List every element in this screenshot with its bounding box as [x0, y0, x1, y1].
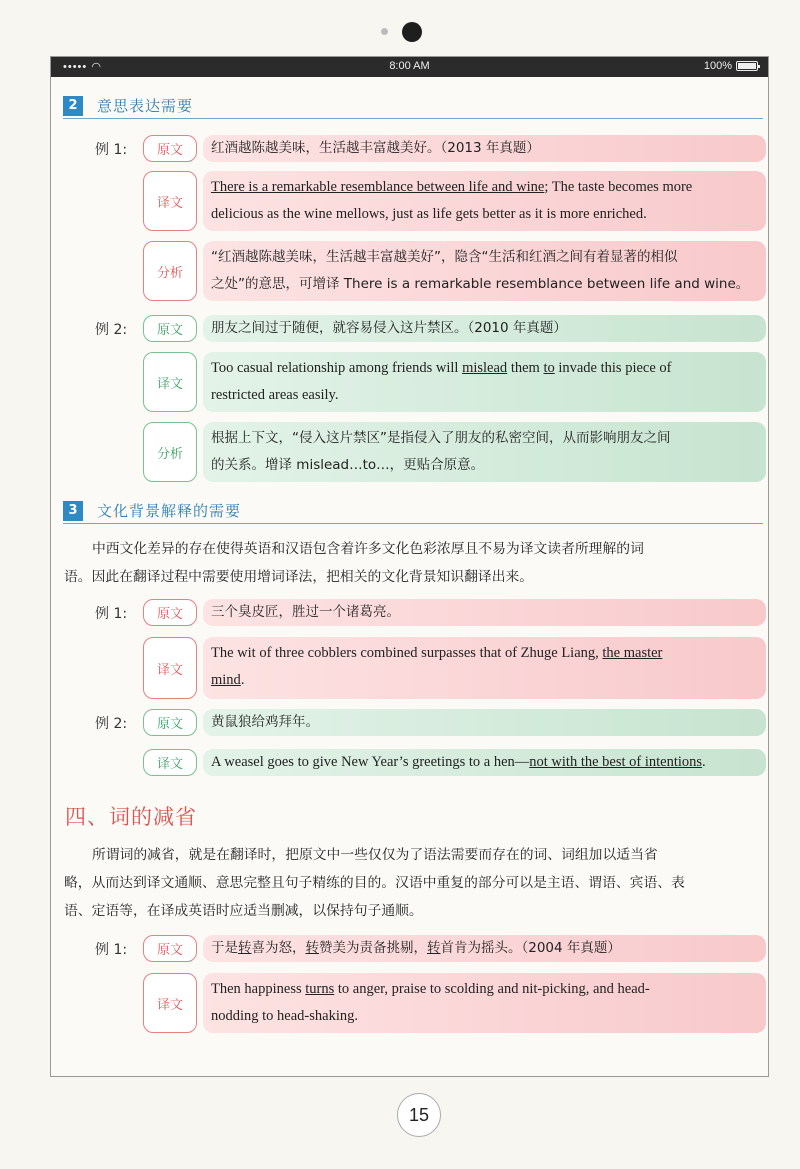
- example-row-analysis: [143, 241, 766, 301]
- tag-original: 原文: [143, 135, 197, 162]
- translation-text: There is a remarkable resemblance between life and wine; The taste becomes more delicious as the wine mellows, just as life gets better as it is more enriched.: [203, 171, 766, 231]
- section-3-intro: 中西文化差异的存在使得英语和汉语包含着许多文化色彩浓厚且不易为译文读者所理解的词 语。因此在翻译过程中需要使用增词译法，把相关的文化背景知识翻译出来。: [64, 541, 644, 585]
- tag-original: 原文: [143, 935, 197, 962]
- page-frame: [50, 56, 769, 1077]
- tag-original: 原文: [143, 315, 197, 342]
- tag-translation: 译文: [143, 749, 197, 776]
- example-row-original: [143, 315, 766, 342]
- original-text: 三个臭皮匠，胜过一个诸葛亮。: [203, 599, 766, 626]
- wifi-icon: ◠: [91, 61, 102, 73]
- original-text: 于是转喜为怒，转赞美为责备挑剔，转首肯为摇头。（2004 年真题）: [203, 935, 766, 962]
- section-4-intro: 所谓词的减省，就是在翻译时，把原文中一些仅仅为了语法需要而存在的词、词组加以适当省 略，从而达到译文通顺、意思完整且句子精练的目的。汉语中重复的部分可以是主语、谓语、宾语、表 语、定语等，在译成英语时应适当删减，以保持句子通顺。: [64, 847, 685, 919]
- tag-original: 原文: [143, 599, 197, 626]
- tag-analysis: 分析: [143, 422, 197, 482]
- chapter-heading: 四、词的减省: [65, 805, 197, 829]
- example-row-original: [143, 935, 766, 962]
- device-camera-indicator: [0, 20, 800, 44]
- section-title: 意思表达需要: [97, 97, 194, 115]
- tag-translation: 译文: [143, 352, 197, 412]
- analysis-text: 根据上下文，“侵入这片禁区”是指侵入了朋友的私密空间，从而影响朋友之间 的关系。增译 mislead…to…，更贴合原意。: [203, 422, 766, 482]
- status-time: 8:00 AM: [389, 60, 430, 72]
- example-row-original: [143, 599, 766, 626]
- example-row-translation: [143, 352, 766, 412]
- example-label: 例 1:: [95, 142, 128, 158]
- original-text: 朋友之间过于随便，就容易侵入这片禁区。（2010 年真题）: [203, 315, 766, 342]
- battery-icon: [736, 61, 758, 71]
- section-title: 文化背景解释的需要: [97, 502, 242, 520]
- example-row-translation: [143, 637, 766, 699]
- original-text: 黄鼠狼给鸡拜年。: [203, 709, 766, 736]
- translation-text: A weasel goes to give New Year’s greetings to a hen—not with the best of intentions.: [203, 749, 766, 776]
- example-label: 例 2:: [95, 716, 128, 732]
- battery-status: [704, 60, 758, 72]
- example-label: 例 1:: [95, 942, 128, 958]
- page-number: 15: [397, 1093, 441, 1137]
- example-row-translation: [143, 171, 766, 231]
- translation-text: Too casual relationship among friends will mislead them to invade this piece of restricted areas easily.: [203, 352, 766, 412]
- example-row-translation: [143, 749, 766, 776]
- translation-text: Then happiness turns to anger, praise to scolding and nit-picking, and head- nodding to head-shaking.: [203, 973, 766, 1033]
- camera-dot: [402, 22, 422, 42]
- tag-original: 原文: [143, 709, 197, 736]
- example-row-analysis: [143, 422, 766, 482]
- example-label: 例 1:: [95, 606, 128, 622]
- tag-analysis: 分析: [143, 241, 197, 301]
- analysis-text: “红酒越陈越美味，生活越丰富越美好”，隐含“生活和红酒之间有着显著的相似 之处”的意思，可增译 There is a remarkable resemblance between life and wine。: [203, 241, 766, 301]
- translation-text: The wit of three cobblers combined surpasses that of Zhuge Liang, the master mind.: [203, 637, 766, 699]
- section-2-header: [63, 93, 763, 119]
- example-row-translation: [143, 973, 766, 1033]
- example-label: 例 2:: [95, 322, 128, 338]
- section-number: 2: [63, 96, 83, 116]
- status-bar: [51, 57, 768, 77]
- section-number: 3: [63, 501, 83, 521]
- example-row-original: [143, 135, 766, 162]
- battery-percent: 100%: [703, 60, 732, 72]
- signal-indicator: ••••• ◠: [63, 61, 102, 73]
- tag-translation: 译文: [143, 171, 197, 231]
- example-row-original: [143, 709, 766, 736]
- tag-translation: 译文: [143, 973, 197, 1033]
- tag-translation: 译文: [143, 637, 197, 699]
- indicator-dot: [381, 28, 388, 35]
- section-3-header: [63, 498, 763, 524]
- original-text: 红酒越陈越美味，生活越丰富越美好。（2013 年真题）: [203, 135, 766, 162]
- underlined-phrase: There is a remarkable resemblance between life and wine: [211, 179, 545, 195]
